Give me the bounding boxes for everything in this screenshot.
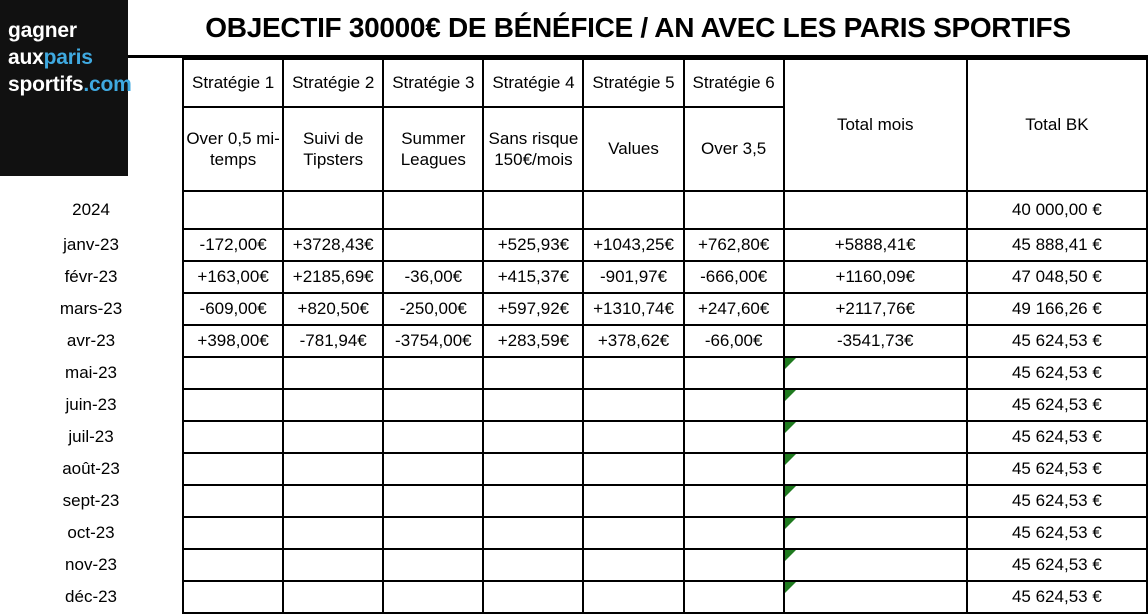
- strategy-3-value: [383, 581, 483, 613]
- total-month-header: Total mois: [784, 59, 967, 191]
- strategy-3-value: [383, 389, 483, 421]
- year-empty-cell: [483, 191, 583, 229]
- year-total-month-cell: [784, 191, 967, 229]
- total-month-value: +2117,76€: [784, 293, 967, 325]
- strategy-3-value: [383, 421, 483, 453]
- strategy-5-value: +378,62€: [583, 325, 683, 357]
- table-row: [0, 421, 1147, 453]
- total-bk-value: 45 624,53 €: [967, 549, 1147, 581]
- table-row: [0, 549, 1147, 581]
- strategy-2-value: [283, 549, 383, 581]
- strategy-header-1: Stratégie 1: [183, 59, 283, 107]
- header-corner-blank-2: [0, 107, 183, 191]
- total-month-value: [784, 421, 967, 453]
- strategy-3-value: [383, 549, 483, 581]
- total-month-value: +5888,41€: [784, 229, 967, 261]
- strategy-2-value: [283, 389, 383, 421]
- strategy-2-value: [283, 581, 383, 613]
- strategy-4-value: +415,37€: [483, 261, 583, 293]
- strategy-5-value: -901,97€: [583, 261, 683, 293]
- strategy-3-value: [383, 485, 483, 517]
- table-row: [0, 325, 1147, 357]
- table-row: [0, 453, 1147, 485]
- month-label: juin-23: [65, 395, 117, 414]
- strategy-name-5: Values: [583, 107, 683, 191]
- strategy-6-value: [684, 453, 784, 485]
- month-label: juil-23: [68, 427, 114, 446]
- strategy-header-3: Stratégie 3: [383, 59, 483, 107]
- table-row: [0, 357, 1147, 389]
- total-month-value: [784, 389, 967, 421]
- strategy-1-value: [183, 517, 283, 549]
- sheet-title-bar: [128, 0, 1148, 58]
- strategy-3-value: [383, 453, 483, 485]
- strategy-4-value: [483, 453, 583, 485]
- total-bk-value: 47 048,50 €: [967, 261, 1147, 293]
- total-bk-value: 49 166,26 €: [967, 293, 1147, 325]
- total-bk-value: 45 624,53 €: [967, 421, 1147, 453]
- total-month-value: [784, 453, 967, 485]
- page-title: OBJECTIF 30000€ DE BÉNÉFICE / AN AVEC LES PARIS SPORTIFS: [205, 11, 1071, 43]
- strategy-1-value: -609,00€: [183, 293, 283, 325]
- strategy-1-value: [183, 421, 283, 453]
- strategy-header-6: Stratégie 6: [684, 59, 784, 107]
- total-bk-value: 45 888,41 €: [967, 229, 1147, 261]
- strategy-4-value: [483, 389, 583, 421]
- header-row-strategy-numbers: [0, 59, 1147, 107]
- logo-dotcom: .com: [83, 72, 132, 96]
- total-month-value: +1160,09€: [784, 261, 967, 293]
- strategy-6-value: [684, 421, 784, 453]
- strategy-1-value: [183, 485, 283, 517]
- month-label: févr-23: [64, 267, 118, 286]
- year-empty-cell: [183, 191, 283, 229]
- month-label: sept-23: [62, 491, 120, 510]
- table-row: [0, 293, 1147, 325]
- strategy-5-value: [583, 485, 683, 517]
- table-row: [0, 485, 1147, 517]
- strategy-2-value: [283, 357, 383, 389]
- strategy-1-value: +163,00€: [183, 261, 283, 293]
- strategy-4-value: +283,59€: [483, 325, 583, 357]
- strategy-header-4: Stratégie 4: [483, 59, 583, 107]
- strategy-name-4: Sans risque 150€/mois: [483, 107, 583, 191]
- total-bk-value: 45 624,53 €: [967, 581, 1147, 613]
- month-label: déc-23: [65, 587, 118, 606]
- total-month-value: [784, 485, 967, 517]
- table-row: [0, 389, 1147, 421]
- starting-bankroll: 40 000,00 €: [967, 191, 1147, 229]
- strategy-header-2: Stratégie 2: [283, 59, 383, 107]
- strategy-6-value: +247,60€: [684, 293, 784, 325]
- month-label: nov-23: [65, 555, 118, 574]
- strategy-3-value: [383, 229, 483, 261]
- month-label: mai-23: [65, 363, 117, 382]
- total-month-value: [784, 517, 967, 549]
- total-bk-value: 45 624,53 €: [967, 325, 1147, 357]
- strategy-1-value: [183, 357, 283, 389]
- strategy-2-value: -781,94€: [283, 325, 383, 357]
- strategy-6-value: -666,00€: [684, 261, 784, 293]
- strategy-4-value: +525,93€: [483, 229, 583, 261]
- month-label: janv-23: [63, 235, 119, 254]
- strategy-2-value: +820,50€: [283, 293, 383, 325]
- strategy-5-value: [583, 421, 683, 453]
- strategy-4-value: [483, 549, 583, 581]
- total-month-value: [784, 549, 967, 581]
- strategy-name-3: Summer Leagues: [383, 107, 483, 191]
- year-empty-cell: [583, 191, 683, 229]
- month-label: avr-23: [66, 331, 116, 350]
- strategy-6-value: [684, 517, 784, 549]
- year-empty-cell: [283, 191, 383, 229]
- month-label: mars-23: [59, 299, 123, 318]
- total-bk-value: 45 624,53 €: [967, 357, 1147, 389]
- strategy-name-2: Suivi de Tipsters: [283, 107, 383, 191]
- strategy-5-value: [583, 517, 683, 549]
- logo-paris: paris: [43, 45, 93, 69]
- strategy-3-value: [383, 517, 483, 549]
- strategy-5-value: [583, 357, 683, 389]
- header-corner-blank: [0, 59, 183, 107]
- table-row: [0, 581, 1147, 613]
- strategy-1-value: [183, 453, 283, 485]
- strategy-1-value: [183, 389, 283, 421]
- strategy-5-value: [583, 581, 683, 613]
- year-row: [0, 191, 1147, 229]
- year-empty-cell: [383, 191, 483, 229]
- total-bk-value: 45 624,53 €: [967, 517, 1147, 549]
- strategy-2-value: [283, 517, 383, 549]
- total-month-value: -3541,73€: [784, 325, 967, 357]
- logo-sportifs: sportifs: [8, 72, 84, 96]
- total-bk-value: 45 624,53 €: [967, 453, 1147, 485]
- total-month-value: [784, 357, 967, 389]
- strategy-4-value: [483, 581, 583, 613]
- strategy-5-value: +1043,25€: [583, 229, 683, 261]
- strategy-5-value: [583, 453, 683, 485]
- year-label: 2024: [72, 200, 110, 219]
- strategy-3-value: -250,00€: [383, 293, 483, 325]
- strategy-header-5: Stratégie 5: [583, 59, 683, 107]
- total-bk-value: 45 624,53 €: [967, 485, 1147, 517]
- strategy-4-value: [483, 357, 583, 389]
- month-label: août-23: [62, 459, 120, 478]
- strategy-4-value: [483, 421, 583, 453]
- strategy-4-value: +597,92€: [483, 293, 583, 325]
- total-month-value: [784, 581, 967, 613]
- strategy-5-value: +1310,74€: [583, 293, 683, 325]
- logo-line-1: gagner: [8, 19, 77, 42]
- strategy-name-1: Over 0,5 mi-temps: [183, 107, 283, 191]
- strategy-6-value: -66,00€: [684, 325, 784, 357]
- total-bk-header: Total BK: [967, 59, 1147, 191]
- strategy-1-value: +398,00€: [183, 325, 283, 357]
- results-table: [0, 58, 1148, 614]
- strategy-6-value: [684, 357, 784, 389]
- strategy-2-value: +2185,69€: [283, 261, 383, 293]
- strategy-3-value: [383, 357, 483, 389]
- strategy-2-value: [283, 485, 383, 517]
- strategy-6-value: +762,80€: [684, 229, 784, 261]
- strategy-2-value: [283, 421, 383, 453]
- strategy-6-value: [684, 485, 784, 517]
- strategy-1-value: [183, 581, 283, 613]
- strategy-2-value: +3728,43€: [283, 229, 383, 261]
- table-row: [0, 517, 1147, 549]
- total-bk-value: 45 624,53 €: [967, 389, 1147, 421]
- strategy-3-value: -36,00€: [383, 261, 483, 293]
- table-row: [0, 261, 1147, 293]
- strategy-5-value: [583, 389, 683, 421]
- month-label: oct-23: [67, 523, 115, 542]
- strategy-4-value: [483, 517, 583, 549]
- strategy-4-value: [483, 485, 583, 517]
- strategy-1-value: -172,00€: [183, 229, 283, 261]
- logo-aux: aux: [8, 45, 44, 69]
- strategy-1-value: [183, 549, 283, 581]
- year-empty-cell: [684, 191, 784, 229]
- strategy-5-value: [583, 549, 683, 581]
- table-row: [0, 229, 1147, 261]
- strategy-name-6: Over 3,5: [684, 107, 784, 191]
- strategy-6-value: [684, 581, 784, 613]
- strategy-6-value: [684, 389, 784, 421]
- strategy-2-value: [283, 453, 383, 485]
- strategy-6-value: [684, 549, 784, 581]
- strategy-3-value: -3754,00€: [383, 325, 483, 357]
